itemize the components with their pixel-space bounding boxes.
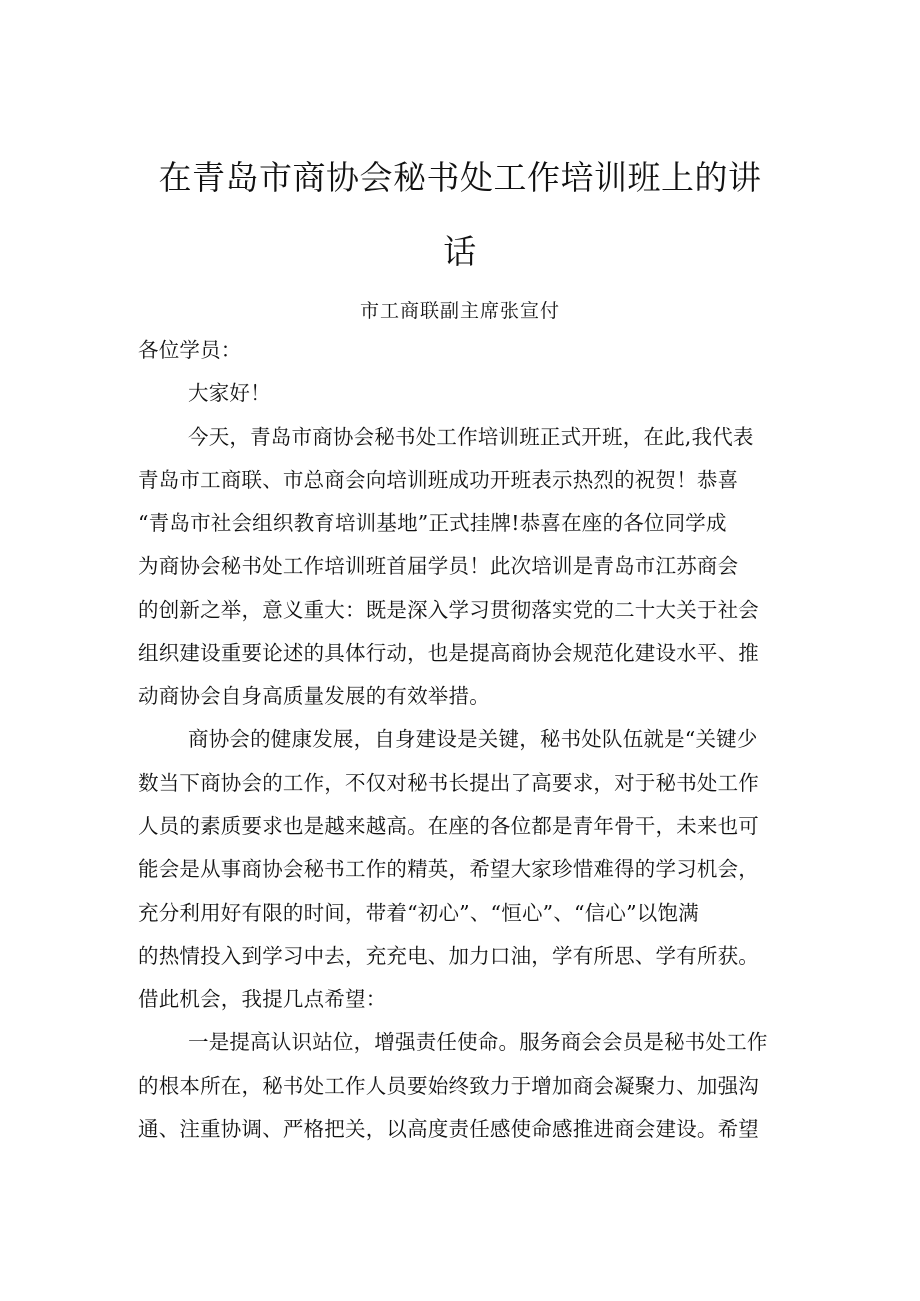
paragraph-line: 组织建设重要论述的具体行动，也是提高商协会规范化建设水平、推 <box>138 641 759 665</box>
paragraph-line: 人员的素质要求也是越来越高。在座的各位都是青年骨干，未来也可 <box>138 814 759 838</box>
author-byline: 市工商联副主席张宣付 <box>359 300 560 322</box>
paragraph-line: 的热情投入到学习中去，充充电、加力口油，学有所思、学有所获。 <box>138 944 759 968</box>
paragraph-line: 的根本所在，秘书处工作人员要始终致力于增加商会凝聚力、加强沟 <box>138 1074 759 1098</box>
paragraph-line: 借此机会，我提几点希望： <box>138 987 387 1011</box>
paragraph-line: 通、注重协调、严格把关，以高度责任感使命感推进商会建设。希望 <box>138 1117 759 1141</box>
paragraph-line: 商协会的健康发展，自身建设是关键，秘书处队伍就是“关键少 <box>188 727 758 751</box>
paragraph-line: 动商协会自身高质量发展的有效举措。 <box>138 684 490 708</box>
paragraph-line: 今天，青岛市商协会秘书处工作培训班正式开班，在此,我代表 <box>188 425 754 449</box>
paragraph-line: “青岛市社会组织教育培训基地”正式挂牌!恭喜在座的各位同学成 <box>138 511 727 535</box>
paragraph-line: 充分利用好有限的时间，带着“初心”、“恒心”、“信心”以饱满 <box>138 901 699 925</box>
greeting: 大家好！ <box>188 381 271 405</box>
document-title-line-1: 在青岛市商协会秘书处工作培训班上的讲 <box>158 158 762 197</box>
paragraph-line: 为商协会秘书处工作培训班首届学员！此次培训是青岛市江苏商会 <box>138 554 739 578</box>
document-title-line-2: 话 <box>443 232 477 271</box>
salutation: 各位学员： <box>138 338 242 362</box>
paragraph-line: 的创新之举，意义重大：既是深入学习贯彻落实党的二十大关于社会 <box>138 598 759 622</box>
paragraph-line: 数当下商协会的工作，不仅对秘书长提出了高要求，对于秘书处工作 <box>138 771 759 795</box>
paragraph-line: 能会是从事商协会秘书工作的精英，希望大家珍惜难得的学习机会， <box>138 857 759 881</box>
paragraph-line: 一是提高认识站位，增强责任使命。服务商会会员是秘书处工作 <box>188 1030 768 1054</box>
paragraph-line: 青岛市工商联、市总商会向培训班成功开班表示热烈的祝贺！恭喜 <box>138 468 739 492</box>
